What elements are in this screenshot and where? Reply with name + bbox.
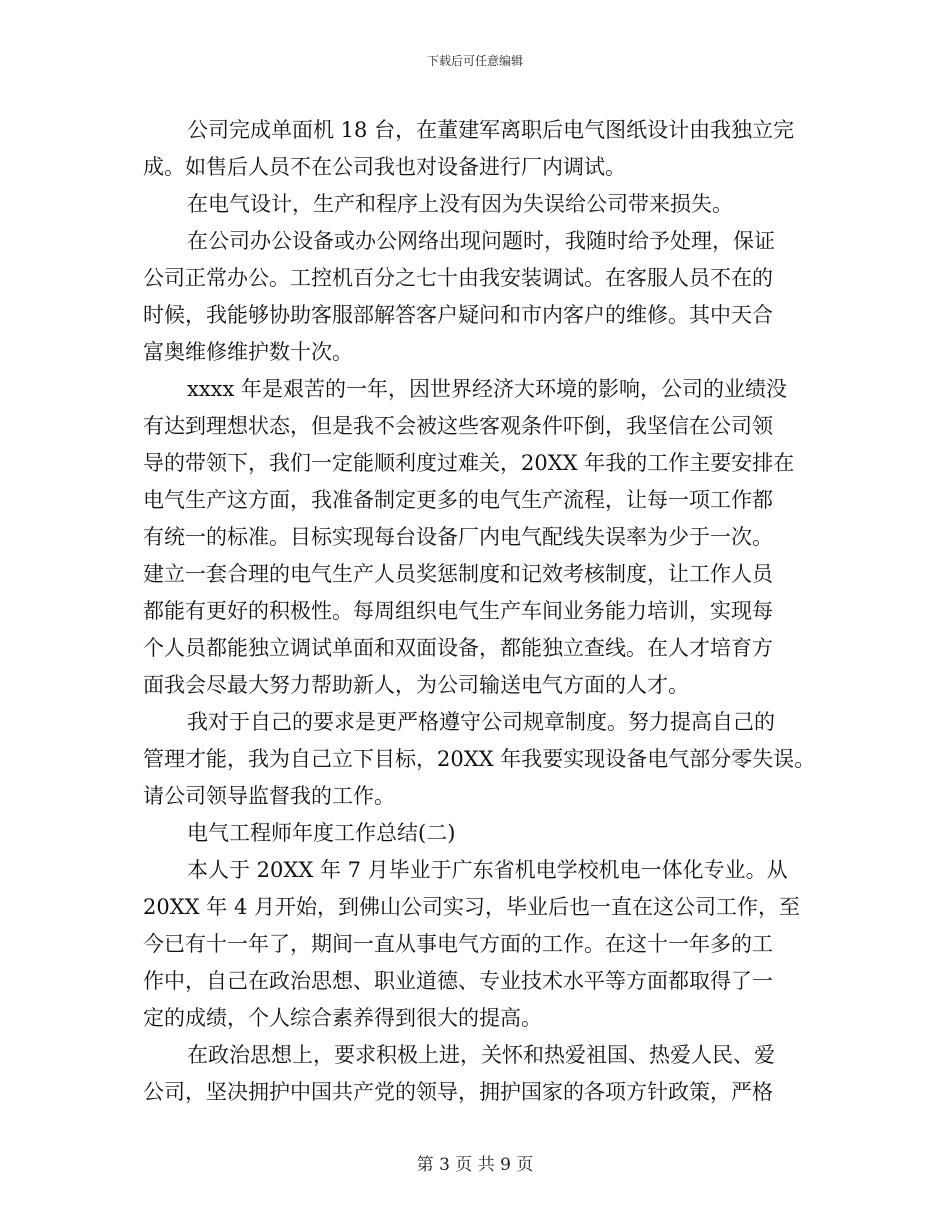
text-line: 都能有更好的积极性。每周组织电气生产车间业务能力培训，实现每	[143, 599, 773, 623]
text-line: 建立一套合理的电气生产人员奖惩制度和记效考核制度，让工作人员	[143, 562, 773, 586]
text-line: 在公司办公设备或办公网络出现问题时，我随时给予处理，保证	[187, 229, 775, 253]
text-line: 20XX 年 4 月开始，到佛山公司实习，毕业后也一直在这公司工作，至	[143, 895, 801, 919]
text-line: 面我会尽最大努力帮助新人，为公司输送电气方面的人才。	[143, 673, 689, 697]
text-line: 公司，坚决拥护中国共产党的领导，拥护国家的各项方针政策，严格	[143, 1080, 773, 1104]
page-header-note: 下载后可任意编辑	[426, 54, 523, 68]
text-line: 个人员都能独立调试单面和双面设备，都能独立查线。在人才培育方	[143, 636, 773, 660]
document-body	[143, 112, 818, 1111]
text-line: 在电气设计，生产和程序上没有因为失误给公司带来损失。	[187, 192, 733, 216]
text-line: 在政治思想上，要求积极上进，关怀和热爱祖国、热爱人民、爱	[187, 1043, 775, 1067]
text-line: 时候，我能够协助客服部解答客户疑问和市内客户的维修。其中天合	[143, 303, 773, 327]
text-line: 公司完成单面机 18 台，在董建军离职后电气图纸设计由我独立完	[187, 118, 795, 142]
text-line: 我对于自己的要求是更严格遵守公司规章制度。努力提高自己的	[187, 710, 775, 734]
text-line: 公司正常办公。工控机百分之七十由我安装调试。在客服人员不在的	[143, 266, 773, 290]
text-line: 导的带领下，我们一定能顺利度过难关，20XX 年我的工作主要安排在	[143, 451, 795, 475]
text-line: 今已有十一年了，期间一直从事电气方面的工作。在这十一年多的工	[143, 932, 773, 956]
text-line: 富奥维修维护数十次。	[143, 340, 353, 364]
text-line: 电气工程师年度工作总结(二)	[187, 821, 456, 845]
text-line: 有达到理想状态，但是我不会被这些客观条件吓倒，我坚信在公司领	[143, 414, 773, 438]
text-line: 请公司领导监督我的工作。	[143, 784, 395, 808]
text-line: 本人于 20XX 年 7 月毕业于广东省机电学校机电一体化专业。从	[187, 858, 788, 882]
text-line: 作中，自己在政治思想、职业道德、专业技术水平等方面都取得了一	[143, 969, 773, 993]
text-line: 电气生产这方面，我准备制定更多的电气生产流程，让每一项工作都	[143, 488, 773, 512]
text-line: xxxx 年是艰苦的一年，因世界经济大环境的影响，公司的业绩没	[187, 377, 788, 401]
text-line: 有统一的标准。目标实现每台设备厂内电气配线失误率为少于一次。	[143, 525, 773, 549]
text-line: 定的成绩，个人综合素养得到很大的提高。	[143, 1006, 542, 1030]
page-number-footer: 第 3 页 共 9 页	[416, 1155, 534, 1175]
text-line: 管理才能，我为自己立下目标，20XX 年我要实现设备电气部分零失误。	[143, 747, 816, 771]
text-line: 成。如售后人员不在公司我也对设备进行厂内调试。	[143, 155, 626, 179]
